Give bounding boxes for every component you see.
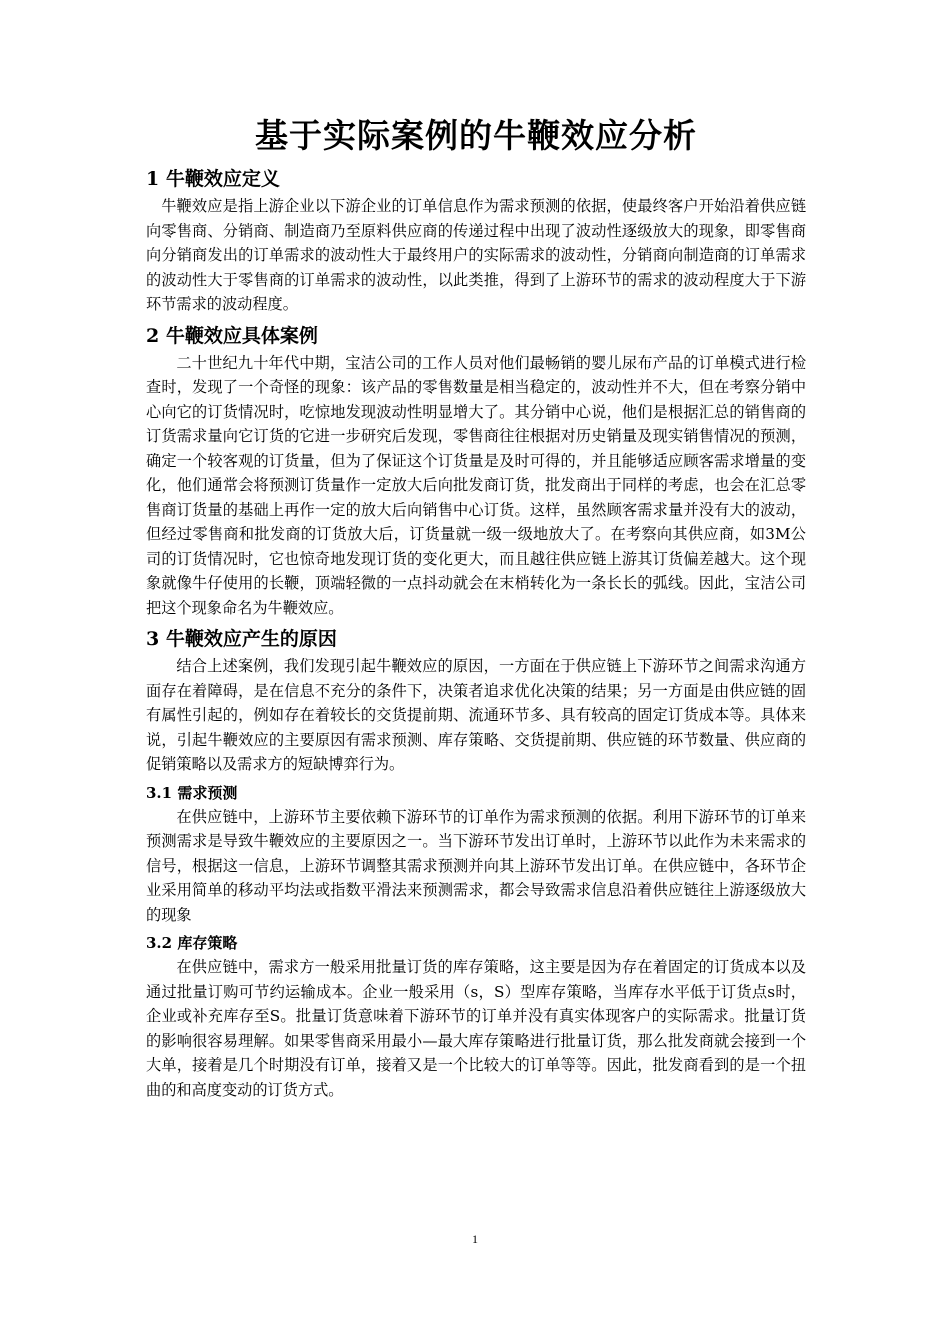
paragraph-causes: 结合上述案例，我们发现引起牛鞭效应的原因，一方面在于供应链上下游环节之间需求沟通方面存在着障碍，是在信息不充分的条件下，决策者追求优化决策的结果；另一方面是由供应链的固有属性引起的，例如存在着较长的交货提前期、流通环节多、具有较高的固定订货成本等。具体来说，引起牛鞭效应的主要原因有需求预测、库存策略、交货提前期、供应链的环节数量、供应商的促销策略以及需求方的短缺博弈行为。	[146, 657, 806, 773]
paragraph-inventory-policy: 在供应链中，需求方一般采用批量订货的库存策略，这主要是因为存在着固定的订货成本以及通过批量订购可节约运输成本。企业一般采用（s，S）型库存策略，当库存水平低于订货点s时，企业或补充库存至S。批量订货意味着下游环节的订单并没有真实体现客户的实际需求。批量订货的影响很容易理解。如果零售商采用最小—最大库存策略进行批量订货，那么批发商就会接到一个大单，接着是几个时期没有订单，接着又是一个比较大的订单等等。因此，批发商看到的是一个扭曲的和高度变动的订货方式。	[146, 958, 806, 1099]
subsection-heading-inventory-policy: 3.2 库存策略	[146, 934, 238, 952]
page-number: 1	[472, 1232, 478, 1246]
paragraph-demand-forecast: 在供应链中，上游环节主要依赖下游环节的订单作为需求预测的依据。利用下游环节的订单来预测需求是导致牛鞭效应的主要原因之一。当下游环节发出订单时，上游环节以此作为未来需求的信号，根据这一信息，上游环节调整其需求预测并向其上游环节发出订单。在供应链中，各环节企业采用简单的移动平均法或指数平滑法来预测需求，都会导致需求信息沿着供应链往上游逐级放大的现象	[146, 807, 806, 924]
document-page	[146, 112, 806, 1106]
paragraph-case: 二十世纪九十年代中期，宝洁公司的工作人员对他们最畅销的婴儿尿布产品的订单模式进行检查时，发现了一个奇怪的现象：该产品的零售数量是相当稳定的，波动性并不大，但在考察分销中心向它的订货情况时，吃惊地发现波动性明显增大了。其分销中心说，他们是根据汇总的销售商的订货需求量向它订货的它进一步研究后发现，零售商往往根据对历史销量及现实销售情况的预测，确定一个较客观的订货量，但为了保证这个订货量是及时可得的，并且能够适应顾客需求增量的变化，他们通常会将预测订货量作一定放大后向批发商订货，批发商出于同样的考虑，也会在汇总零售商订货量的基础上再作一定的放大后向销售中心订货。这样，虽然顾客需求量并没有大的波动，但经过零售商和批发商的订货放大后，订货量就一级一级地放大了。在考察向其供应商，如3M公司的订货情况时，它也惊奇地发现订货的变化更大，而且越往供应链上游其订货偏差越大。这个现象就像牛仔使用的长鞭，顶端轻微的一点抖动就会在末梢转化为一条长长的弧线。因此，宝洁公司把这个现象命名为牛鞭效应。	[146, 353, 806, 617]
section-heading-definition: 1 牛鞭效应定义	[146, 168, 280, 190]
document-title: 基于实际案例的牛鞭效应分析	[255, 116, 697, 155]
paragraph-definition: 牛鞭效应是指上游企业以下游企业的订单信息作为需求预测的依据，使最终客户开始沿着供应链向零售商、分销商、制造商乃至原料供应商的传递过程中出现了波动性逐级放大的现象，即零售商向分销商发出的订单需求的波动性大于最终用户的实际需求的波动性，分销商向制造商的订单需求的波动性大于零售商的订单需求的波动性，以此类推，得到了上游环节的需求的波动程度大于下游环节需求的波动程度。	[146, 197, 806, 313]
section-heading-causes: 3 牛鞭效应产生的原因	[146, 628, 337, 650]
subsection-heading-demand-forecast: 3.1 需求预测	[146, 783, 238, 802]
section-heading-case: 2 牛鞭效应具体案例	[146, 324, 318, 347]
